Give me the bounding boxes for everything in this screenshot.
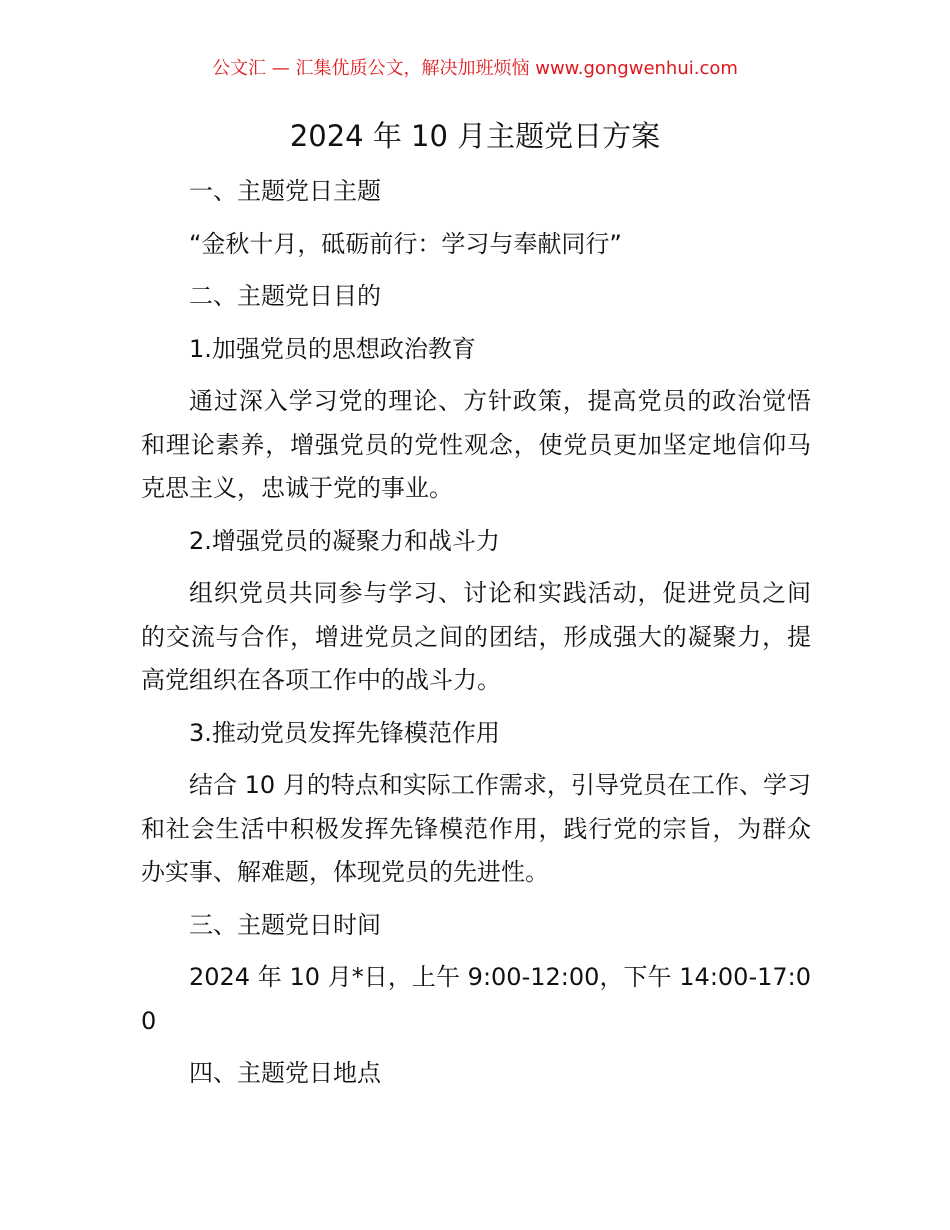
document-title: 2024 年 10 月主题党日方案 bbox=[289, 119, 661, 153]
section-heading-purpose: 二、主题党日目的 bbox=[189, 282, 381, 310]
section-heading-theme: 一、主题党日主题 bbox=[189, 177, 381, 205]
theme-slogan: “金秋十月，砥砺前行：学习与奉献同行” bbox=[189, 229, 622, 258]
section-heading-time: 三、主题党日时间 bbox=[189, 910, 381, 939]
purpose-item-2-heading: 2.增强党员的凝聚力和战斗力 bbox=[189, 526, 500, 555]
purpose-item-1-heading: 1.加强党员的思想政治教育 bbox=[189, 334, 476, 363]
site-banner: 公文汇 — 汇集优质公文，解决加班烦恼 www.gongwenhui.com bbox=[212, 58, 738, 79]
document-body bbox=[141, 170, 811, 1105]
section-heading-location: 四、主题党日地点 bbox=[189, 1059, 381, 1087]
purpose-item-1-body: 通过深入学习党的理论、方针政策，提高党员的政治觉悟和理论素养，增强党员的党性观念，使党员更加坚定地信仰马克思主义，忠诚于党的事业。 bbox=[141, 387, 811, 502]
purpose-item-2-body: 组织党员共同参与学习、讨论和实践活动，促进党员之间的交流与合作，增进党员之间的团结，形成强大的凝聚力，提高党组织在各项工作中的战斗力。 bbox=[141, 579, 811, 694]
purpose-item-3-heading: 3.推动党员发挥先锋模范作用 bbox=[189, 718, 500, 747]
purpose-item-3-body: 结合 10 月的特点和实际工作需求，引导党员在工作、学习和社会生活中积极发挥先锋模范作用，践行党的宗旨，为群众办实事、解难题，体现党员的先进性。 bbox=[141, 771, 811, 886]
time-detail: 2024 年 10 月*日，上午 9:00-12:00，下午 14:00-17:00 bbox=[141, 963, 811, 1035]
